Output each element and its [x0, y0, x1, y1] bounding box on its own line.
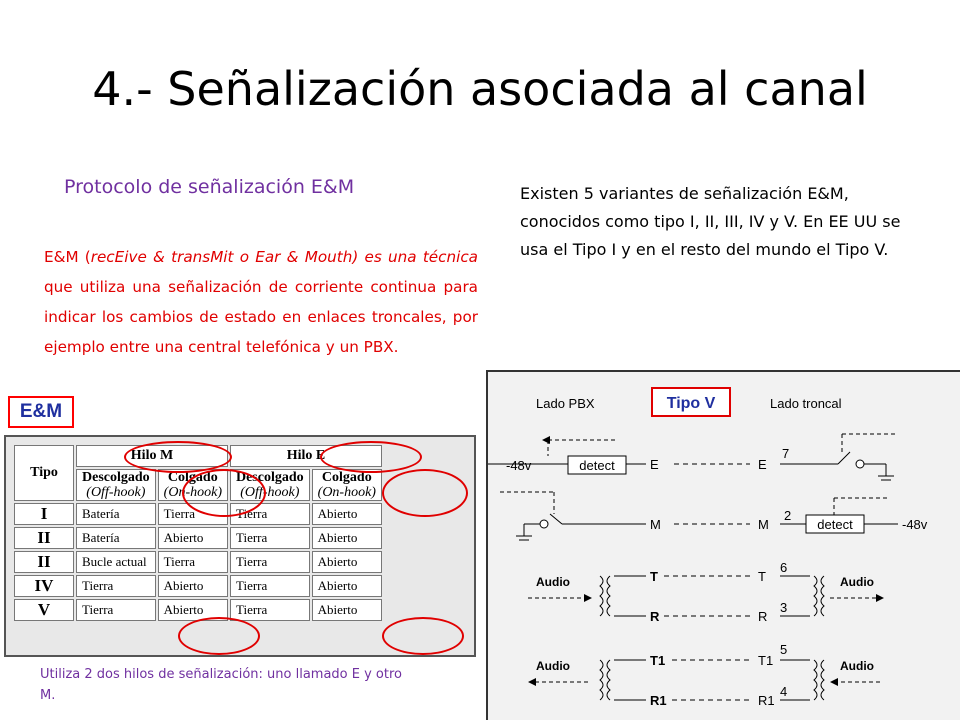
colgado-label: Colgado [321, 470, 372, 485]
table-cell: Tierra [230, 599, 310, 621]
variants-text: Existen 5 variantes de señalización E&M, conocidos como tipo I, II, III, IV y V. En EE UU se usa el Tipo I y en el resto del mundo el Tipo V. [520, 184, 901, 259]
r-left-label: R [650, 609, 660, 624]
r-right-label: R [758, 609, 768, 624]
coil-right-1b [821, 576, 824, 616]
table-row [14, 599, 382, 621]
neg48-left-label: -48v [506, 458, 532, 473]
hilo-m-header: Hilo M [76, 445, 228, 467]
e-left-label: E [650, 457, 659, 472]
descolgado-label: Descolgado [235, 470, 304, 485]
table-cell: Tierra [230, 503, 310, 525]
tipo-cell: V [14, 599, 74, 621]
pin-2-label: 2 [784, 508, 792, 523]
descolgado-header-m [76, 469, 156, 501]
lado-pbx-label: Lado PBX [536, 396, 595, 411]
on-hook-label: (On-hook) [163, 485, 222, 500]
table-cell: Bucle actual [76, 551, 156, 573]
coil-left-2a [600, 660, 603, 700]
e-switch [838, 452, 850, 464]
slide-title: 4.- Señalización asociada al canal [92, 62, 868, 116]
highlight-circle-hilo-m [124, 441, 232, 473]
neg48-right-label: -48v [902, 517, 928, 532]
table-cell: Tierra [76, 575, 156, 597]
m-switch [550, 514, 562, 524]
coil-right-2a [814, 660, 817, 700]
table-cell: Abierto [158, 527, 228, 549]
pin-6-label: 6 [780, 560, 788, 575]
pin-3-label: 3 [780, 600, 788, 615]
em-description [44, 242, 478, 362]
highlight-circle-abierto-e [382, 617, 464, 655]
section-subtitle: Protocolo de señalización E&M [64, 176, 355, 198]
bottom-note: Utiliza 2 dos hilos de señalización: uno llamado E y otro M. [40, 667, 403, 703]
t1-left-label: T1 [650, 653, 666, 668]
table-cell: Batería [76, 527, 156, 549]
m-contact [540, 520, 548, 528]
tipo-header: Tipo [14, 445, 74, 501]
coil-left-1b [607, 576, 610, 616]
audio-right-1: Audio [840, 575, 874, 589]
table-cell: Tierra [230, 527, 310, 549]
pin-4-label: 4 [780, 684, 788, 699]
em-table-body [14, 503, 382, 621]
off-hook-label: (Off-hook) [240, 485, 300, 500]
coil-right-2b [821, 660, 824, 700]
table-cell: Batería [76, 503, 156, 525]
table-cell: Tierra [230, 575, 310, 597]
m-left-label: M [650, 517, 661, 532]
audio-left-2-head [528, 678, 536, 686]
table-row [14, 551, 382, 573]
table-cell: Abierto [312, 575, 382, 597]
table-row [14, 527, 382, 549]
tipo-cell: II [14, 551, 74, 573]
off-hook-label: (Off-hook) [86, 485, 146, 500]
table-cell: Abierto [312, 599, 382, 621]
t-right-label: T [758, 569, 766, 584]
table-cell: Tierra [76, 599, 156, 621]
audio-left-1: Audio [536, 575, 570, 589]
detect-right-label: detect [817, 517, 853, 532]
em-table-figure [4, 435, 476, 657]
r1-left-label: R1 [650, 693, 667, 708]
highlight-circle-hilo-e [320, 441, 422, 473]
highlight-circle-abierto-m [178, 617, 260, 655]
desc-part-1: E&M ( [44, 248, 91, 266]
e-right-label: E [758, 457, 767, 472]
table-cell: Abierto [158, 599, 228, 621]
colgado-header-e [312, 469, 382, 501]
table-cell: Tierra [158, 551, 228, 573]
colgado-label: Colgado [167, 470, 218, 485]
hilo-e-header: Hilo E [230, 445, 382, 467]
coil-left-2b [607, 660, 610, 700]
e-arrowhead [542, 436, 550, 444]
audio-right-2-head [830, 678, 838, 686]
highlight-circle-colgado-e [382, 469, 468, 517]
descolgado-label: Descolgado [82, 470, 150, 485]
em-figure-label: E&M [8, 396, 74, 428]
table-cell: Tierra [230, 551, 310, 573]
table-cell: Abierto [312, 551, 382, 573]
pin-5-label: 5 [780, 642, 788, 657]
highlight-circle-colgado-m [182, 469, 266, 517]
tipo-cell: II [14, 527, 74, 549]
tipo-v-diagram [486, 370, 960, 720]
m-right-label: M [758, 517, 769, 532]
desc-part-2: recEive & transMit o Ear & Mouth) es una técnica [90, 248, 478, 266]
tipo-cell: IV [14, 575, 74, 597]
table-cell: Tierra [158, 503, 228, 525]
on-hook-label: (On-hook) [317, 485, 376, 500]
table-row [14, 575, 382, 597]
audio-left-2: Audio [536, 659, 570, 673]
detect-left-label: detect [579, 458, 615, 473]
table-cell: Abierto [312, 503, 382, 525]
tipo-cell: I [14, 503, 74, 525]
pin-7-label: 7 [782, 446, 790, 461]
tipo-v-svg [488, 372, 960, 720]
audio-right-1-head [876, 594, 884, 602]
t-left-label: T [650, 569, 658, 584]
r1-right-label: R1 [758, 693, 775, 708]
audio-right-2: Audio [840, 659, 874, 673]
desc-part-3: que utiliza una señalización de corriente continua para indicar los cambios de estado en enlaces troncales, por ejemplo entre una central telefónica y un PBX. [44, 278, 478, 356]
table-cell: Abierto [312, 527, 382, 549]
t1-right-label: T1 [758, 653, 774, 668]
e-contact [856, 460, 864, 468]
lado-troncal-label: Lado troncal [770, 396, 842, 411]
coil-left-1a [600, 576, 603, 616]
coil-right-1a [814, 576, 817, 616]
tipo-v-label: Tipo V [666, 395, 716, 412]
audio-left-1-head [584, 594, 592, 602]
table-cell: Abierto [158, 575, 228, 597]
